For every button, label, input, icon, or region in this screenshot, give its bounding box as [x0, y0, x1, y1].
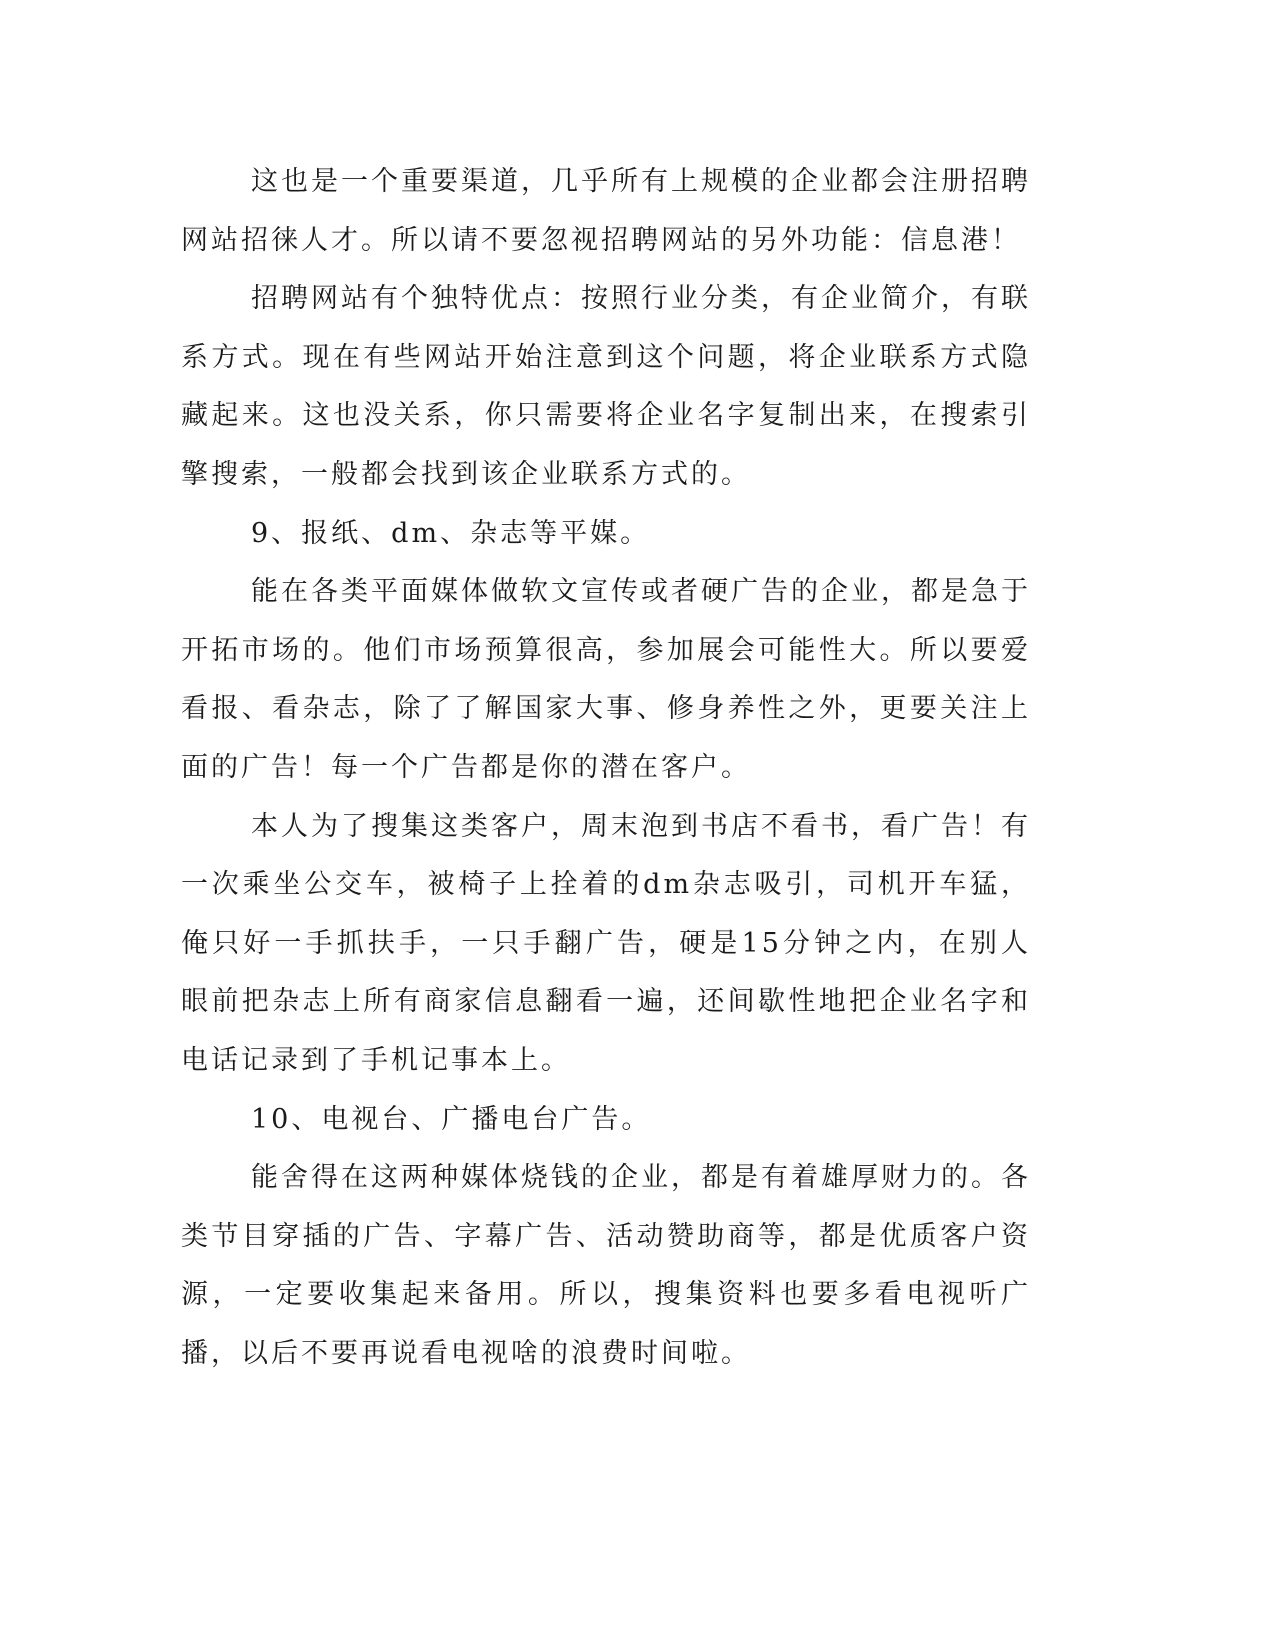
- section-heading-print-media: 9、报纸、dm、杂志等平媒。: [251, 517, 651, 549]
- paragraph-personal-story: 本人为了搜集这类客户，周末泡到书店不看书，看广告！有一次乘坐公交车，被椅子上拴着的dm杂志吸引，司机开车猛，俺只好一手抓扶手，一只手翻广告，硬是15分钟之内，在别人眼前把杂志上所有商家信息翻看一遍，还间歇性地把企业名字和电话记录到了手机记事本上。: [181, 810, 1031, 1076]
- paragraph-tv-radio: 能舍得在这两种媒体烧钱的企业，都是有着雄厚财力的。各类节目穿插的广告、字幕广告、活动赞助商等，都是优质客户资源，一定要收集起来备用。所以，搜集资料也要多看电视听广播，以后不要再说看电视啥的浪费时间啦。: [181, 1162, 1031, 1369]
- paragraph-recruitment-advantages: 招聘网站有个独特优点：按照行业分类，有企业简介，有联系方式。现在有些网站开始注意到这个问题，将企业联系方式隐藏起来。这也没关系，你只需要将企业名字复制出来，在搜索引擎搜索，一般都会找到该企业联系方式的。: [181, 283, 1031, 490]
- paragraph-recruitment-sites: 这也是一个重要渠道，几乎所有上规模的企业都会注册招聘网站招徕人才。所以请不要忽视招聘网站的另外功能：信息港！: [181, 166, 1031, 256]
- section-heading-tv-radio: 10、电视台、广播电台广告。: [251, 1103, 652, 1135]
- paragraph-print-media: 能在各类平面媒体做软文宣传或者硬广告的企业，都是急于开拓市场的。他们市场预算很高，参加展会可能性大。所以要爱看报、看杂志，除了了解国家大事、修身养性之外，更要关注上面的广告！每一个广告都是你的潜在客户。: [181, 576, 1031, 783]
- document-body: [181, 153, 1031, 1383]
